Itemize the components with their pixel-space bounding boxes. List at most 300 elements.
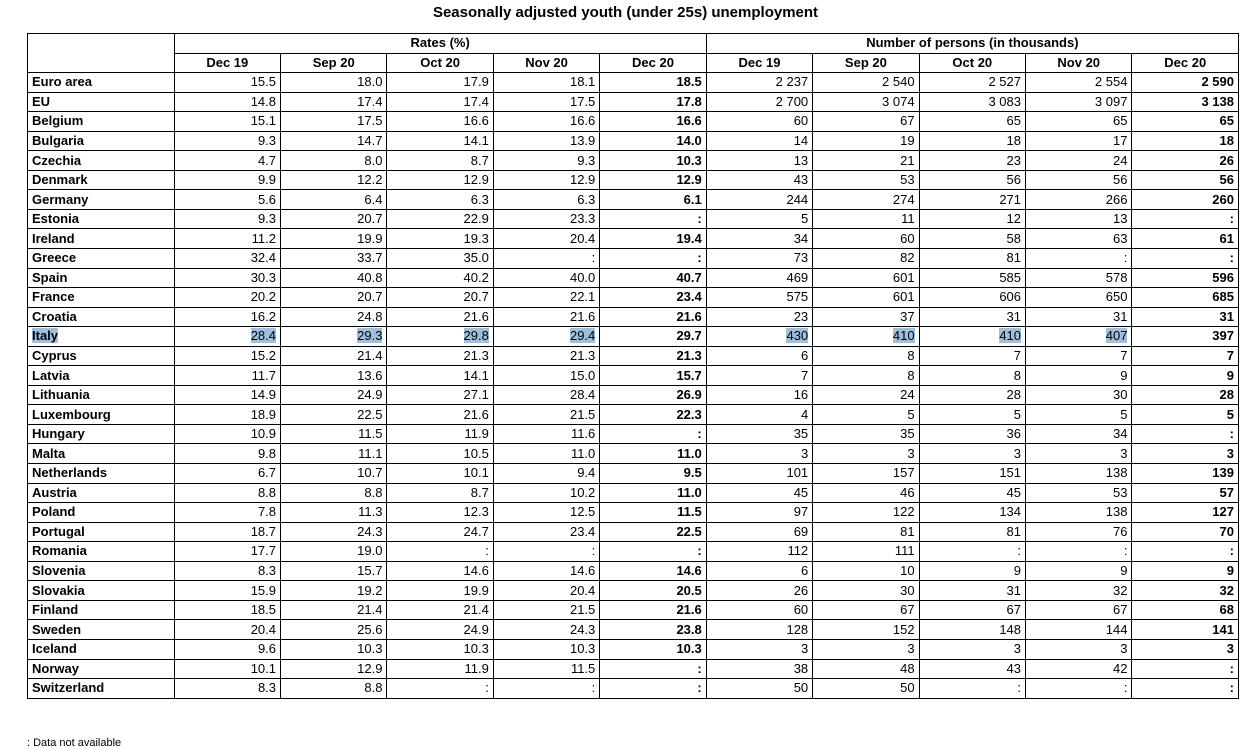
cell-value: 3 [907, 641, 915, 657]
cell-value: 10.5 [463, 445, 489, 461]
rate-cell [493, 679, 599, 699]
rate-cell [174, 346, 280, 366]
cell-value: 17 [1112, 133, 1128, 148]
cell-value: 34 [1112, 426, 1128, 442]
persons-cell [706, 209, 812, 229]
cell-value: 9.4 [577, 465, 596, 481]
cell-value: 19.4 [676, 230, 702, 246]
rate-cell [493, 73, 599, 93]
rate-cell [281, 170, 387, 190]
cell-value: 8.7 [470, 484, 489, 500]
country-cell [28, 112, 175, 132]
persons-cell [706, 249, 812, 269]
country-label: Estonia [32, 211, 79, 227]
table-row [28, 131, 1239, 151]
cell-value: 3 097 [1094, 93, 1128, 109]
rate-cell [174, 190, 280, 210]
country-cell [28, 542, 175, 562]
cell-value: 22.5 [357, 406, 383, 422]
persons-cell [706, 424, 812, 444]
corner-cell [28, 34, 175, 73]
rate-cell [493, 92, 599, 112]
cell-value: 4.7 [257, 152, 277, 168]
rate-cell [600, 346, 706, 366]
rate-cell [281, 600, 387, 620]
persons-cell [1132, 327, 1239, 347]
cell-value: 60 [793, 113, 809, 129]
cell-value: 10.3 [676, 152, 702, 168]
persons-cell [813, 73, 919, 93]
persons-cell [706, 483, 812, 503]
cell-value: 128 [786, 621, 809, 637]
cell-value: 14.7 [357, 133, 383, 148]
cell-value: 23.3 [569, 211, 596, 227]
cell-value: 112 [787, 543, 809, 559]
cell-value: 21.3 [569, 348, 596, 364]
table-body [28, 73, 1239, 699]
rate-cell [281, 73, 387, 93]
cell-value: 24.3 [569, 621, 596, 637]
table-row [28, 288, 1239, 308]
country-label: France [32, 289, 75, 305]
rate-cell [174, 483, 280, 503]
cell-value: 5 [800, 211, 809, 227]
footnote: : Data not available [27, 737, 122, 749]
cell-value: 3 [800, 641, 809, 657]
cell-value: 274 [892, 191, 915, 207]
persons-cell [1132, 92, 1239, 112]
cell-value: 138 [1105, 504, 1128, 520]
persons-cell [1026, 209, 1132, 229]
persons-cell [706, 620, 812, 640]
persons-cell [813, 542, 919, 562]
country-label: Sweden [32, 621, 82, 637]
persons-cell [706, 307, 812, 327]
rate-cell [493, 659, 599, 679]
table-row [28, 327, 1239, 347]
country-cell [28, 600, 175, 620]
cell-value: 17.8 [676, 93, 702, 109]
country-label: Cyprus [32, 348, 77, 364]
cell-value: : [1123, 680, 1128, 696]
cell-value: : [1123, 543, 1128, 559]
cell-value: 3 083 [988, 93, 1022, 109]
rate-cell [387, 405, 493, 425]
persons-cell [813, 346, 919, 366]
rate-cell [281, 483, 387, 503]
persons-cell [1132, 288, 1239, 308]
table-row [28, 620, 1239, 640]
cell-value: 3 074 [882, 93, 915, 109]
cell-value: 12.9 [463, 172, 489, 188]
rate-cell [493, 209, 599, 229]
country-cell [28, 288, 175, 308]
cell-value: 23 [1006, 152, 1022, 168]
rate-cell [600, 92, 706, 112]
cell-value: 596 [1212, 269, 1234, 285]
rate-cell [600, 581, 706, 601]
country-cell [28, 620, 175, 640]
rate-cell [174, 464, 280, 484]
cell-value: 11.0 [570, 445, 596, 461]
cell-value: 9.3 [577, 152, 596, 168]
table-row [28, 151, 1239, 171]
rate-cell [600, 288, 706, 308]
country-cell [28, 229, 175, 249]
rate-cell [281, 288, 387, 308]
cell-value: 2 527 [988, 74, 1022, 90]
cell-value: 7 [800, 367, 809, 383]
persons-cell [813, 444, 919, 464]
table-title: Seasonally adjusted youth (under 25s) unemployment [432, 4, 819, 21]
rate-cell [281, 405, 387, 425]
rate-cell [600, 209, 706, 229]
cell-value: 31 [1219, 308, 1234, 324]
cell-value: 19.3 [463, 230, 489, 246]
country-cell [28, 659, 175, 679]
rate-cell [600, 190, 706, 210]
cell-value: 37 [900, 308, 915, 324]
persons-cell [919, 229, 1025, 249]
country-cell [28, 385, 175, 405]
persons-cell [919, 464, 1025, 484]
persons-cell [1132, 659, 1239, 679]
cell-value: 53 [1112, 484, 1128, 500]
persons-cell [919, 679, 1025, 699]
rate-cell [600, 366, 706, 386]
cell-value: : [1229, 211, 1234, 227]
persons-cell [813, 288, 919, 308]
persons-cell [1026, 600, 1132, 620]
cell-value: 14.1 [463, 367, 489, 383]
rate-cell [281, 249, 387, 269]
rate-cell [493, 405, 599, 425]
cell-value: 14.6 [463, 563, 489, 579]
rate-cell [281, 659, 387, 679]
rate-cell [174, 307, 280, 327]
cell-value: 20.5 [676, 582, 702, 598]
rate-cell [174, 92, 280, 112]
country-label: Slovenia [32, 563, 86, 579]
country-label: Finland [32, 602, 79, 618]
rate-cell [174, 288, 280, 308]
cell-value: 10.2 [569, 484, 596, 500]
cell-value: 139 [1212, 465, 1234, 481]
persons-month-header: Oct 20 [919, 53, 1025, 73]
cell-value: 12 [1006, 211, 1022, 227]
rate-cell [174, 131, 280, 151]
persons-cell [1132, 151, 1239, 171]
persons-cell [813, 366, 919, 386]
persons-cell [706, 268, 812, 288]
persons-cell [706, 639, 812, 659]
persons-cell [1132, 112, 1239, 132]
table-row [28, 444, 1239, 464]
rates-month-header: Sep 20 [281, 53, 387, 73]
persons-cell [1026, 444, 1132, 464]
rate-cell [600, 522, 706, 542]
rate-cell [600, 249, 706, 269]
cell-value: 45 [793, 484, 809, 500]
cell-value: 57 [1219, 484, 1234, 500]
cell-value: 10.3 [676, 641, 702, 657]
cell-value: : [1017, 680, 1022, 696]
persons-cell [1026, 73, 1132, 93]
cell-value: 3 [1013, 445, 1022, 461]
rate-cell [387, 170, 493, 190]
country-label: Spain [32, 269, 68, 285]
rate-cell [387, 679, 493, 699]
persons-cell [706, 522, 812, 542]
cell-value: 21.3 [676, 348, 702, 364]
rate-cell [493, 464, 599, 484]
persons-cell [1132, 346, 1239, 366]
cell-value: 26 [1219, 152, 1234, 168]
persons-cell [919, 503, 1025, 523]
cell-value: 61 [1219, 230, 1234, 246]
cell-value: 601 [892, 289, 915, 305]
cell-value: 30.3 [250, 269, 277, 285]
table-row [28, 679, 1239, 699]
persons-cell [1026, 503, 1132, 523]
country-cell [28, 190, 175, 210]
table-row [28, 464, 1239, 484]
cell-value: 67 [1006, 602, 1022, 618]
cell-value: 56 [1112, 172, 1128, 188]
rate-cell [387, 288, 493, 308]
persons-cell [1026, 659, 1132, 679]
persons-group-header: Number of persons (in thousands) [706, 34, 1238, 54]
rate-cell [174, 542, 280, 562]
rate-cell [174, 209, 280, 229]
cell-value: 101 [786, 465, 809, 481]
persons-cell [1132, 503, 1239, 523]
country-label: Italy [32, 328, 59, 344]
rate-cell [600, 639, 706, 659]
rate-cell [493, 307, 599, 327]
month-header-row [28, 53, 1239, 73]
cell-value: 17.4 [463, 93, 489, 109]
persons-cell [1026, 170, 1132, 190]
cell-value: 2 237 [775, 74, 809, 90]
cell-value: 24.3 [357, 523, 383, 539]
cell-value: 20.4 [569, 230, 596, 246]
rate-cell [493, 561, 599, 581]
persons-cell [919, 190, 1025, 210]
cell-value: 18.5 [676, 74, 702, 90]
rate-cell [387, 190, 493, 210]
table-header [28, 34, 1239, 73]
cell-value: 69 [793, 523, 809, 539]
persons-cell [1132, 639, 1239, 659]
persons-cell [813, 112, 919, 132]
rate-cell [281, 522, 387, 542]
cell-value: 23.8 [676, 621, 702, 637]
rate-cell [600, 542, 706, 562]
table-row [28, 190, 1239, 210]
table-row [28, 600, 1239, 620]
cell-value: 7.8 [257, 504, 277, 520]
cell-value: 21.6 [463, 308, 489, 324]
persons-cell [1026, 464, 1132, 484]
rate-cell [600, 327, 706, 347]
cell-value: 60 [900, 230, 915, 246]
persons-month-header: Sep 20 [813, 53, 919, 73]
persons-cell [813, 522, 919, 542]
cell-value: 6.1 [683, 191, 702, 207]
cell-value: 9.3 [257, 211, 277, 227]
country-cell [28, 307, 175, 327]
cell-value: 11.0 [677, 484, 702, 500]
persons-cell [706, 385, 812, 405]
persons-cell [1132, 170, 1239, 190]
rate-cell [387, 131, 493, 151]
cell-value: 11.1 [358, 445, 383, 461]
cell-value: 40.0 [569, 269, 596, 285]
cell-value: 42 [1112, 660, 1128, 676]
cell-value: 397 [1212, 328, 1234, 344]
rate-cell [493, 151, 599, 171]
cell-value: : [697, 211, 702, 227]
rate-cell [493, 346, 599, 366]
cell-value: 46 [900, 484, 915, 500]
persons-cell [706, 600, 812, 620]
cell-value: 18.9 [250, 406, 277, 422]
cell-value: 82 [900, 250, 915, 266]
rate-cell [600, 112, 706, 132]
persons-cell [1026, 561, 1132, 581]
cell-value: 21.4 [357, 348, 383, 364]
cell-value: 19.9 [463, 582, 489, 598]
rate-cell [387, 229, 493, 249]
cell-value: 23 [793, 308, 809, 324]
rate-cell [493, 366, 599, 386]
country-cell [28, 92, 175, 112]
cell-value: 30 [1112, 387, 1128, 403]
cell-value: : [1123, 250, 1128, 266]
cell-value: : [591, 543, 596, 559]
table-row [28, 249, 1239, 269]
cell-value: 38 [793, 660, 809, 676]
table-row [28, 170, 1239, 190]
country-cell [28, 405, 175, 425]
cell-value: 60 [793, 602, 809, 618]
cell-value: 81 [900, 523, 915, 539]
cell-value: 65 [1219, 113, 1234, 129]
cell-value: 20.7 [357, 289, 383, 305]
persons-cell [919, 385, 1025, 405]
persons-cell [1026, 229, 1132, 249]
cell-value: 70 [1219, 523, 1234, 539]
rate-cell [387, 600, 493, 620]
persons-cell [919, 659, 1025, 679]
country-label: Greece [32, 250, 77, 266]
persons-cell [1026, 346, 1132, 366]
cell-value: 14.6 [676, 563, 702, 579]
persons-month-header: Dec 20 [1132, 53, 1239, 73]
cell-value: 12.3 [463, 504, 489, 520]
cell-value: 31 [1006, 582, 1022, 598]
rate-cell [387, 503, 493, 523]
persons-cell [706, 366, 812, 386]
persons-cell [813, 209, 919, 229]
persons-cell [706, 503, 812, 523]
rate-cell [281, 327, 387, 347]
rate-cell [281, 307, 387, 327]
persons-cell [706, 346, 812, 366]
cell-value: 9.5 [683, 465, 702, 481]
cell-value: 28.4 [569, 387, 596, 403]
cell-value: 33.7 [357, 250, 383, 266]
persons-cell [813, 561, 919, 581]
cell-value: 24.9 [463, 621, 489, 637]
persons-cell [919, 288, 1025, 308]
cell-value: 11.9 [464, 426, 489, 442]
cell-value: 24.7 [463, 523, 489, 539]
cell-value: 3 138 [1201, 93, 1234, 109]
table-row [28, 581, 1239, 601]
cell-value: 53 [900, 172, 915, 188]
country-cell [28, 522, 175, 542]
persons-cell [706, 464, 812, 484]
cell-value: 21 [900, 152, 915, 168]
cell-value: : [591, 250, 596, 266]
rate-cell [493, 249, 599, 269]
cell-value: 20.4 [250, 621, 277, 637]
rate-cell [493, 131, 599, 151]
rate-cell [600, 385, 706, 405]
rates-month-header: Oct 20 [387, 53, 493, 73]
cell-value: 7 [1120, 348, 1128, 364]
cell-value: 6 [800, 348, 809, 364]
cell-value: 2 554 [1094, 74, 1128, 90]
country-label: Iceland [32, 641, 77, 657]
rate-cell [387, 346, 493, 366]
cell-value: 81 [1006, 250, 1022, 266]
rate-cell [174, 424, 280, 444]
table-row [28, 268, 1239, 288]
persons-cell [706, 73, 812, 93]
cell-value: 17.5 [569, 93, 596, 109]
cell-value: 58 [1006, 230, 1022, 246]
persons-cell [813, 620, 919, 640]
persons-cell [919, 542, 1025, 562]
cell-value: 11.5 [570, 660, 596, 676]
table-row [28, 424, 1239, 444]
persons-cell [1132, 581, 1239, 601]
country-label: Poland [32, 504, 76, 520]
rate-cell [281, 366, 387, 386]
persons-cell [813, 268, 919, 288]
rate-cell [174, 659, 280, 679]
persons-cell [1026, 424, 1132, 444]
rate-cell [493, 229, 599, 249]
persons-cell [1132, 464, 1239, 484]
cell-value: 16.6 [676, 113, 702, 129]
cell-value: 5.6 [257, 191, 277, 207]
cell-value: 22.9 [463, 211, 489, 227]
cell-value: 20.2 [250, 289, 277, 305]
persons-cell [1026, 307, 1132, 327]
cell-value: 24 [900, 387, 915, 403]
cell-value: 56 [1219, 172, 1234, 188]
cell-value: 3 [1013, 641, 1022, 657]
persons-cell [1132, 229, 1239, 249]
cell-value: 20.7 [357, 211, 383, 227]
rate-cell [281, 444, 387, 464]
cell-value: : [485, 680, 489, 696]
persons-cell [706, 561, 812, 581]
